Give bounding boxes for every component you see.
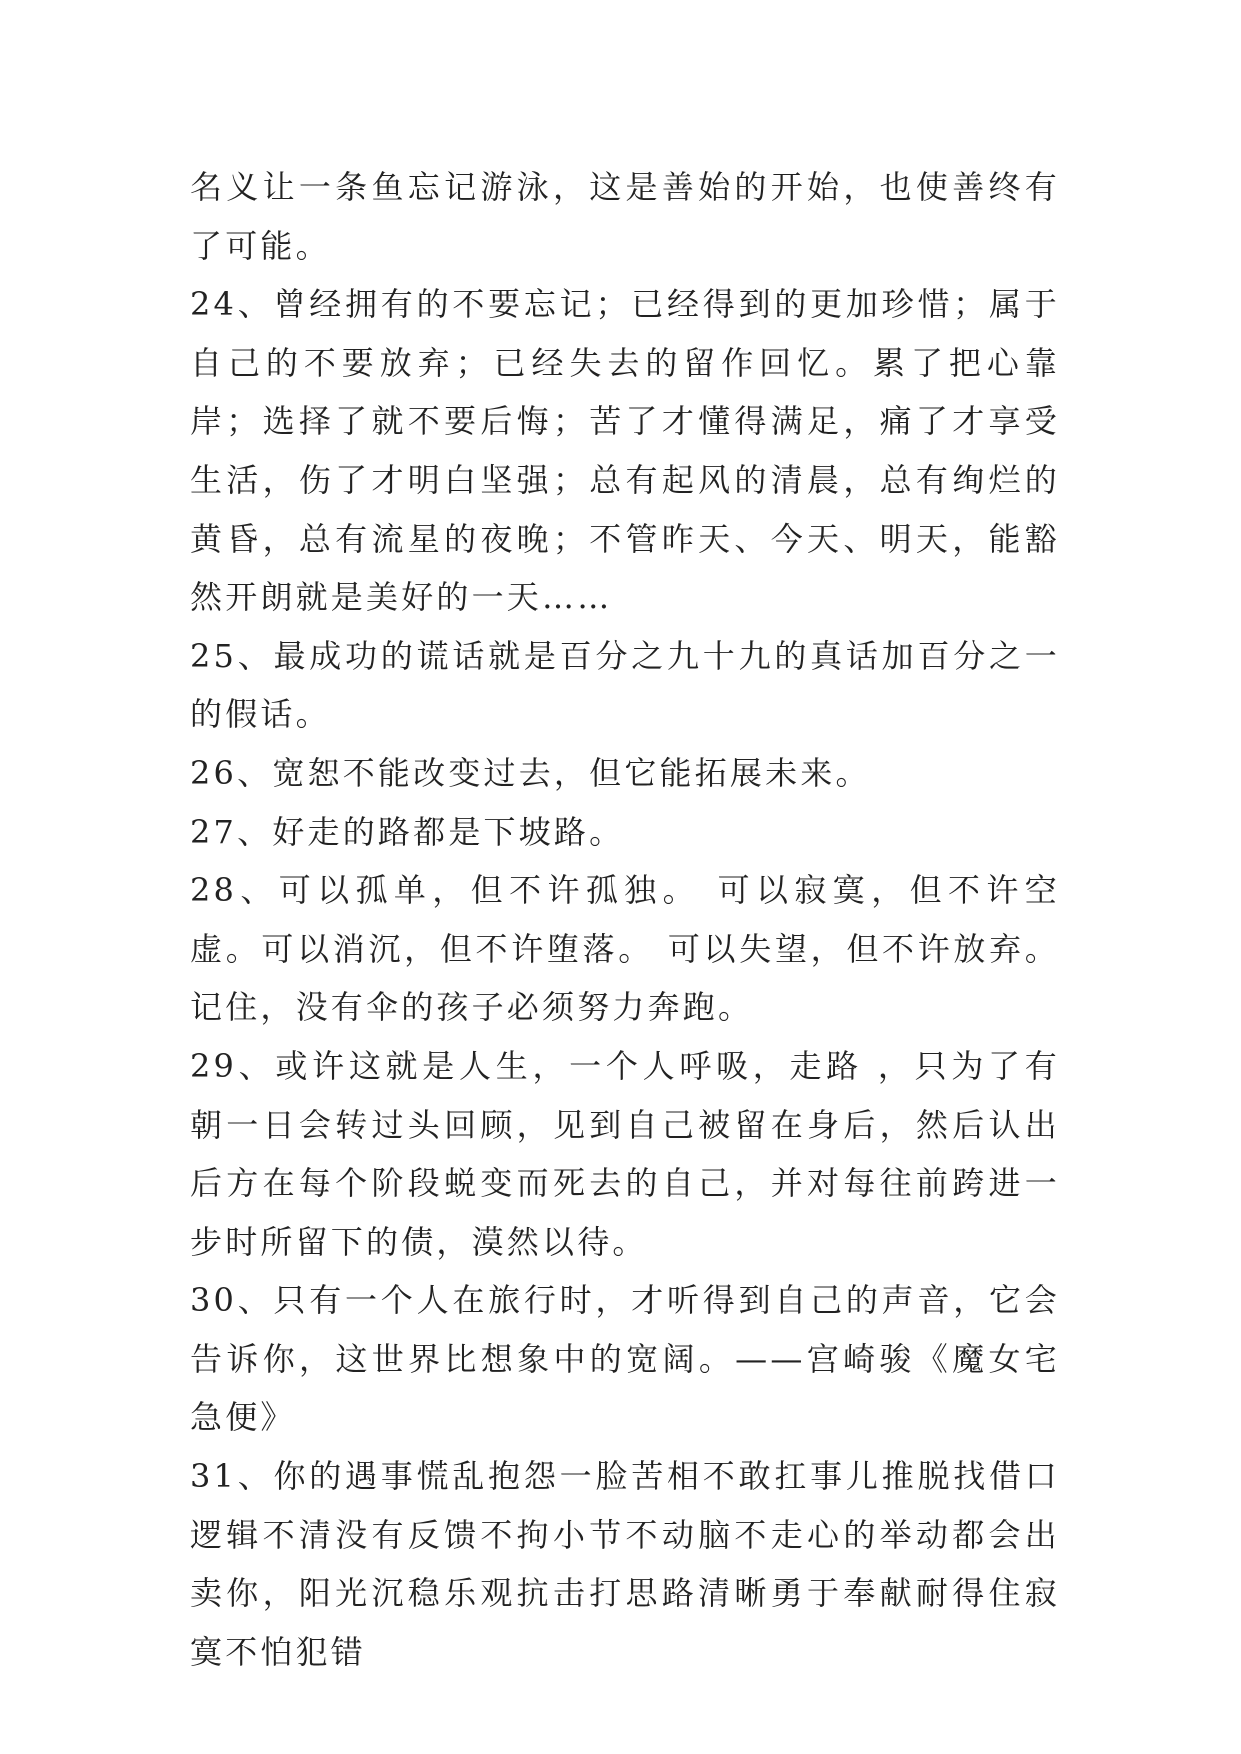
paragraph-29: 29、或许这就是人生，一个人呼吸，走路 ，只为了有朝一日会转过头回顾，见到自己被留在身后，然后认出后方在每个阶段蜕变而死去的自己，并对每往前跨进一步时所留下的债，漠然以待。: [190, 1046, 1060, 1261]
paragraph-24: 24、曾经拥有的不要忘记；已经得到的更加珍惜；属于自己的不要放弃；已经失去的留作回忆。累了把心靠岸；选择了就不要后悔；苦了才懂得满足，痛了才享受生活，伤了才明白坚强；总有起风的清晨，总有绚烂的黄昏，总有流星的夜晚；不管昨天、今天、明天，能豁然开朗就是美好的一天……: [190, 285, 1060, 617]
document-body: [190, 158, 1060, 1681]
paragraph-28: 28、可以孤单，但不许孤独。 可以寂寞，但不许空虚。可以消沉，但不许堕落。 可以失望，但不许放弃。 记住，没有伞的孩子必须努力奔跑。: [190, 871, 1060, 1027]
paragraph-27: 27、好走的路都是下坡路。: [190, 812, 625, 851]
paragraph-26: 26、宽恕不能改变过去，但它能拓展未来。: [190, 753, 871, 792]
paragraph-23-continuation: 名义让一条鱼忘记游泳，这是善始的开始，也使善终有了可能。: [190, 168, 1060, 265]
paragraph-31: 31、你的遇事慌乱抱怨一脸苦相不敢扛事儿推脱找借口逻辑不清没有反馈不拘小节不动脑不走心的举动都会出卖你，阳光沉稳乐观抗击打思路清晰勇于奉献耐得住寂寞不怕犯错: [190, 1457, 1060, 1671]
paragraph-30: 30、只有一个人在旅行时，才听得到自己的声音，它会告诉你，这世界比想象中的宽阔。——宫崎骏《魔女宅急便》: [190, 1281, 1060, 1437]
paragraph-25: 25、最成功的谎话就是百分之九十九的真话加百分之一的假话。: [190, 636, 1060, 734]
